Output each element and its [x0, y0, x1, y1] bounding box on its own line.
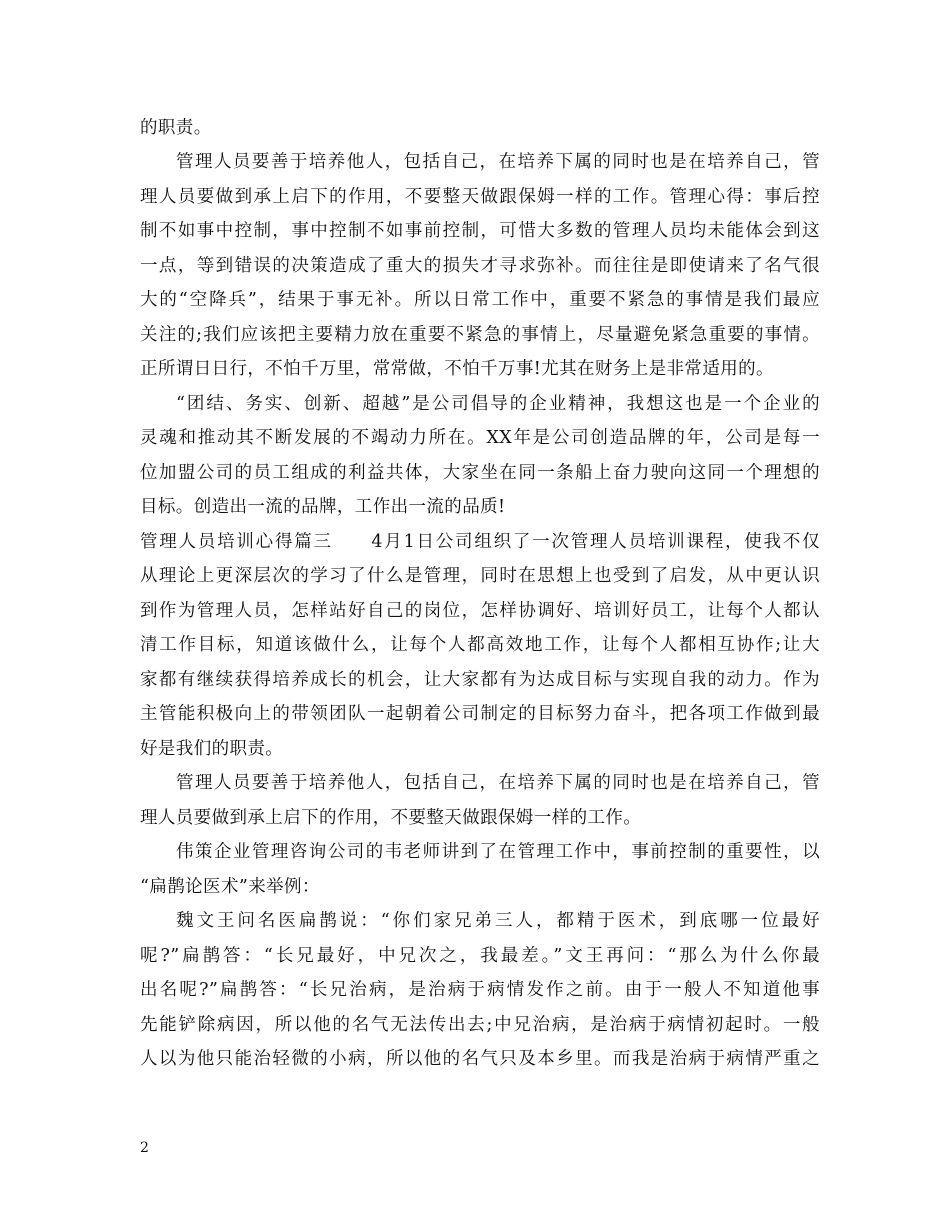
text-line: 关注的;我们应该把主要精力放在重要不紧急的事情上，尽量避免紧急重要的事情。: [140, 325, 820, 345]
text-line: 伟策企业管理咨询公司的韦老师讲到了在管理工作中，事前控制的重要性，以: [176, 842, 820, 862]
section-heading-line: 管理人员培训心得篇三 4月1日公司组织了一次管理人员培训课程，使我不仅: [140, 532, 820, 552]
text-line: 从理论上更深层次的学习了什么是管理，同时在思想上也受到了启发，从中更认识: [140, 566, 820, 586]
text-line: 人以为他只能治轻微的小病，所以他的名气只及本乡里。而我是治病于病情严重之: [140, 1049, 820, 1069]
text-line: 灵魂和推动其不断发展的不竭动力所在。XX年是公司创造品牌的年，公司是每一: [140, 428, 820, 448]
text-line: 先能铲除病因，所以他的名气无法传出去;中兄治病，是治病于病情初起时。一般: [140, 1015, 820, 1035]
text-line: 到作为管理人员，怎样站好自己的岗位，怎样协调好、培训好员工，让每个人都认: [140, 601, 820, 621]
text-line: 位加盟公司的员工组成的利益共体，大家坐在同一条船上奋力驶向这同一个理想的: [140, 463, 820, 483]
text-line: 理人员要做到承上启下的作用，不要整天做跟保姆一样的工作。管理心得：事后控: [140, 187, 820, 207]
text-line: 出名呢?”扁鹊答：“长兄治病，是治病于病情发作之前。由于一般人不知道他事: [140, 980, 820, 1000]
text-line: 目标。创造出一流的品牌，工作出一流的品质!: [140, 497, 506, 517]
text-line: 呢?”扁鹊答：“长兄最好，中兄次之，我最差。”文王再问：“那么为什么你最: [140, 946, 820, 966]
text-line: 管理人员要善于培养他人，包括自己，在培养下属的同时也是在培养自己，管: [176, 773, 820, 793]
text-line: 理人员要做到承上启下的作用，不要整天做跟保姆一样的工作。: [140, 808, 642, 828]
text-line: 一点，等到错误的决策造成了重大的损失才寻求弥补。而往往是即使请来了名气很: [140, 256, 820, 276]
text-line: “扁鹊论医术”来举例：: [140, 877, 320, 897]
text-line: 家都有继续获得培养成长的机会，让大家都有为达成目标与实现自我的动力。作为: [140, 670, 820, 690]
text-line: 的职责。: [140, 118, 212, 138]
text-line: 清工作目标，知道该做什么，让每个人都高效地工作，让每个人都相互协作;让大: [140, 635, 820, 655]
text-line: 魏文王问名医扁鹊说：“你们家兄弟三人，都精于医术，到底哪一位最好: [176, 911, 820, 931]
text-line: 主管能积极向上的带领团队一起朝着公司制定的目标努力奋斗，把各项工作做到最: [140, 704, 820, 724]
text-line: “团结、务实、创新、超越”是公司倡导的企业精神，我想这也是一个企业的: [176, 394, 820, 414]
text-line: 大的“空降兵”，结果于事无补。所以日常工作中，重要不紧急的事情是我们最应: [140, 290, 820, 310]
text-line: 管理人员要善于培养他人，包括自己，在培养下属的同时也是在培养自己，管: [176, 152, 820, 172]
text-line: 正所谓日日行，不怕千万里，常常做，不怕千万事!尤其在财务上是非常适用的。: [140, 359, 774, 379]
page-number: 2: [140, 1140, 149, 1156]
text-line: 好是我们的职责。: [140, 739, 284, 759]
text-line: 制不如事中控制，事中控制不如事前控制，可惜大多数的管理人员均未能体会到这: [140, 221, 820, 241]
